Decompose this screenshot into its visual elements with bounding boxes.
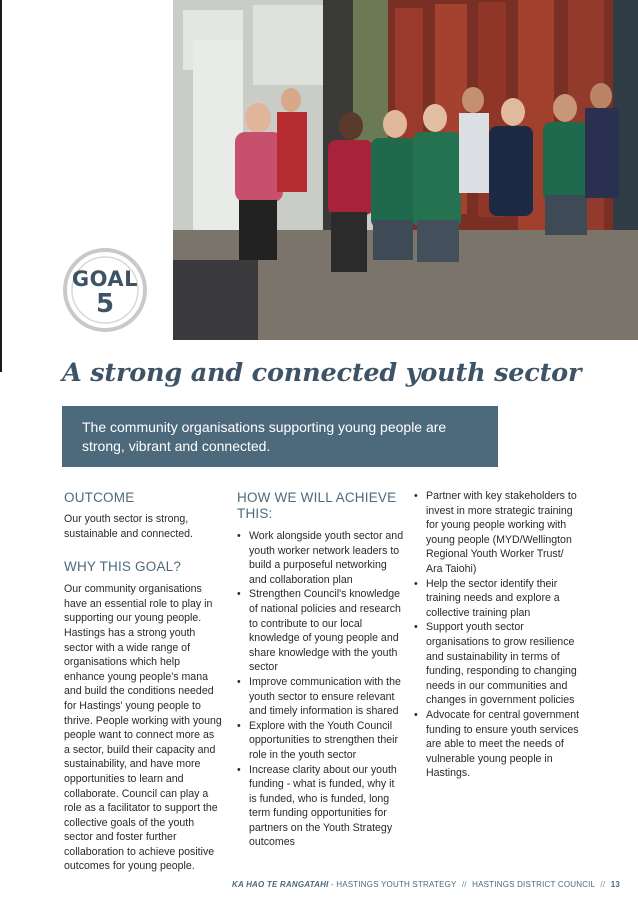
outcome-text: Our youth sector is strong, sustainable and connected.	[64, 513, 193, 540]
list-item: • Support youth sector organisations to grow resilience and sustainability in terms of funding, responding to changing needs in our communities and changes in government policies	[414, 620, 582, 708]
column-how-continued	[414, 489, 582, 781]
hero-photo	[173, 0, 638, 340]
list-item: • Strengthen Council's knowledge of national policies and research to contribute to our local knowledge of young people and share knowledge with the youth sector	[237, 587, 405, 675]
left-margin-rule	[0, 0, 2, 372]
list-item: • Increase clarity about our youth funding - what is funded, why it is funded, who is funded, long term funding opportunities for partners on the Youth Strategy outcomes	[237, 763, 405, 851]
outcome-heading: OUTCOME	[64, 490, 135, 505]
goal-statement-text: The community organisations supporting young people are strong, vibrant and connected.	[82, 419, 447, 454]
footer-council: HASTINGS DISTRICT COUNCIL	[472, 880, 595, 889]
goal-badge	[62, 247, 148, 333]
goal-label: GOAL	[71, 267, 139, 291]
footer-separator: //	[461, 880, 467, 889]
column-how	[237, 490, 405, 850]
list-item: • Explore with the Youth Council opportunities to strengthen their role in the youth sector	[237, 719, 405, 763]
footer-strategy: - HASTINGS YOUTH STRATEGY	[328, 880, 457, 889]
footer-separator: //	[600, 880, 606, 889]
why-text: Our community organisations have an essential role to play in supporting our young people. Hastings has a strong youth sector with a wide range of organisations which help enhance young people's mana and build the conditions needed for Hastings' young people to thrive. People working with young people want to connect more as a sector, build their capacity and sustainability, and have more opportunities to learn and collaborate. Council can play a role as a facilitator to support the collective goals of the youth sector and foster further collaboration to achieve positive outcomes for young people.	[64, 583, 222, 873]
page-title: A strong and connected youth sector	[62, 358, 582, 388]
list-item: • Help the sector identify their training needs and explore a collective training plan	[414, 577, 582, 621]
footer-brand: KA HAO TE RANGATAHI	[231, 880, 329, 889]
list-item: • Advocate for central government funding to ensure youth services are able to meet the needs of vulnerable young people in Hastings.	[414, 708, 582, 781]
goal-statement-banner	[62, 406, 498, 467]
goal-number: 5	[95, 289, 115, 319]
column-outcome-why	[64, 490, 222, 874]
how-heading: HOW WE WILL ACHIEVE THIS:	[237, 490, 397, 521]
why-heading: WHY THIS GOAL?	[64, 559, 182, 575]
list-item: • Partner with key stakeholders to invest in more strategic training for young people working with young people (MYD/Wellington Regional Youth Worker Trust/ Ara Taiohi)	[414, 489, 582, 577]
list-item: • Work alongside youth sector and youth worker network leaders to build a purposeful networking and collaboration plan	[237, 529, 405, 587]
page-footer	[232, 880, 620, 889]
page-number: 13	[610, 880, 620, 889]
list-item: • Improve communication with the youth sector to ensure relevant and timely information is shared	[237, 675, 405, 719]
